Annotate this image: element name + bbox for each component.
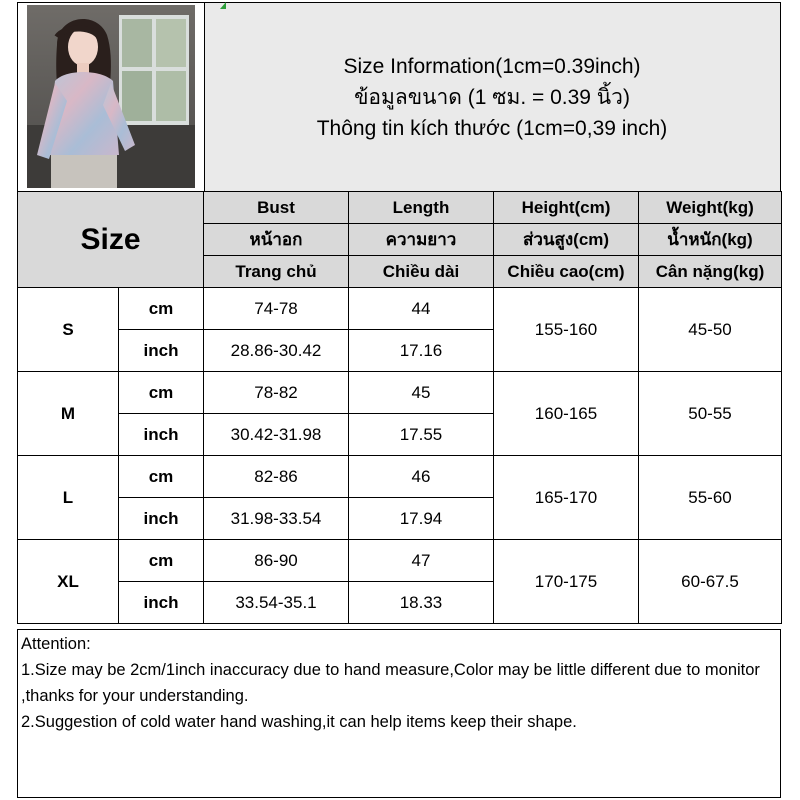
note-measurement: 1.Size may be 2cm/1inch inaccuracy due to hand measure,Color may be little different due to monitor ,thanks for your understanding. — [21, 661, 760, 705]
attention-notes — [17, 629, 781, 798]
size-column-header: Size — [18, 192, 204, 288]
size-info-titles — [204, 3, 780, 191]
size-label: S — [18, 288, 119, 372]
height-header-vietnamese: Chiều cao(cm) — [494, 256, 639, 288]
length-header-thai: ความยาว — [349, 224, 494, 256]
height-value: 160-165 — [494, 372, 639, 456]
note-washing: 2.Suggestion of cold water hand washing,it can help items keep their shape. — [21, 713, 577, 731]
notes-heading: Attention: — [21, 635, 91, 653]
height-header-thai: ส่วนสูง(cm) — [494, 224, 639, 256]
size-info-header — [17, 2, 781, 192]
size-label: L — [18, 456, 119, 540]
unit-inch-label: inch — [119, 330, 204, 372]
bust-header: Bust — [204, 192, 349, 224]
weight-header: Weight(kg) — [639, 192, 782, 224]
size-label: XL — [18, 540, 119, 624]
unit-cm-label: cm — [119, 456, 204, 498]
height-header: Height(cm) — [494, 192, 639, 224]
length-cm-value: 44 — [349, 288, 494, 330]
size-chart — [17, 2, 781, 798]
unit-inch-label: inch — [119, 414, 204, 456]
header-row-english — [18, 192, 782, 224]
table-row — [18, 372, 782, 414]
unit-cm-label: cm — [119, 372, 204, 414]
length-cm-value: 46 — [349, 456, 494, 498]
table-row — [18, 288, 782, 330]
title-vietnamese: Thông tin kích thước (1cm=0,39 inch) — [316, 116, 668, 140]
height-value: 170-175 — [494, 540, 639, 624]
length-inch-value: 17.55 — [349, 414, 494, 456]
bust-cm-value: 82-86 — [204, 456, 349, 498]
length-cm-value: 45 — [349, 372, 494, 414]
table-row — [18, 540, 782, 582]
length-header: Length — [349, 192, 494, 224]
bust-cm-value: 74-78 — [204, 288, 349, 330]
bust-cm-value: 86-90 — [204, 540, 349, 582]
length-inch-value: 17.16 — [349, 330, 494, 372]
unit-cm-label: cm — [119, 288, 204, 330]
length-inch-value: 18.33 — [349, 582, 494, 624]
title-english: Size Information(1cm=0.39inch) — [343, 54, 641, 78]
weight-value: 45-50 — [639, 288, 782, 372]
weight-value: 50-55 — [639, 372, 782, 456]
size-table — [17, 191, 782, 624]
height-value: 165-170 — [494, 456, 639, 540]
length-header-vietnamese: Chiều dài — [349, 256, 494, 288]
product-photo-cell — [18, 3, 205, 191]
weight-header-vietnamese: Cân nặng(kg) — [639, 256, 782, 288]
unit-inch-label: inch — [119, 498, 204, 540]
unit-inch-label: inch — [119, 582, 204, 624]
weight-value: 55-60 — [639, 456, 782, 540]
bust-inch-value: 33.54-35.1 — [204, 582, 349, 624]
length-cm-value: 47 — [349, 540, 494, 582]
model-photo — [27, 5, 195, 188]
size-label: M — [18, 372, 119, 456]
bust-cm-value: 78-82 — [204, 372, 349, 414]
corner-mark-icon — [220, 2, 226, 9]
weight-header-thai: น้ำหนัก(kg) — [639, 224, 782, 256]
bust-header-vietnamese: Trang chủ — [204, 256, 349, 288]
bust-inch-value: 28.86-30.42 — [204, 330, 349, 372]
bust-inch-value: 31.98-33.54 — [204, 498, 349, 540]
bust-header-thai: หน้าอก — [204, 224, 349, 256]
table-row — [18, 456, 782, 498]
weight-value: 60-67.5 — [639, 540, 782, 624]
height-value: 155-160 — [494, 288, 639, 372]
title-thai: ข้อมูลขนาด (1 ซม. = 0.39 นิ้ว) — [354, 85, 630, 109]
length-inch-value: 17.94 — [349, 498, 494, 540]
unit-cm-label: cm — [119, 540, 204, 582]
bust-inch-value: 30.42-31.98 — [204, 414, 349, 456]
